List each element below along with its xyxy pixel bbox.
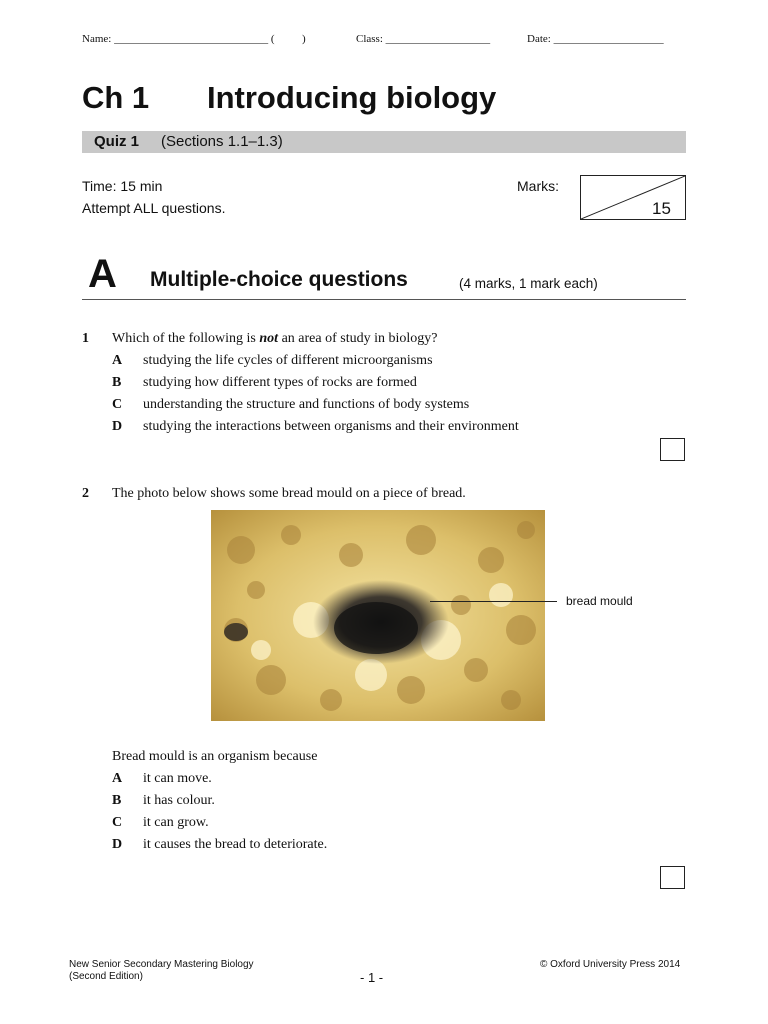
answer-box-q2[interactable] <box>660 866 685 889</box>
question-number: 2 <box>82 486 89 501</box>
marks-total: 15 <box>652 199 671 218</box>
answer-box-q1[interactable] <box>660 438 685 461</box>
option-letter: D <box>112 419 123 434</box>
footer-book-title: New Senior Secondary Mastering Biology <box>69 959 254 970</box>
date-field: Date: ____________________ <box>527 33 664 45</box>
section-note: (4 marks, 1 mark each) <box>459 276 598 291</box>
option-letter: A <box>112 353 123 368</box>
question-stem: Which of the following is not an area of study in biology? <box>112 331 438 346</box>
quiz-label: Quiz 1 <box>94 133 140 150</box>
option-letter: B <box>112 375 122 390</box>
quiz-sections: (Sections 1.1–1.3) <box>161 133 283 150</box>
question-emphasis: not <box>259 331 279 346</box>
marks-label: Marks: <box>517 178 559 194</box>
option-text: understanding the structure and functions of body systems <box>143 397 470 412</box>
footer-edition: (Second Edition) <box>69 971 143 982</box>
option-letter: A <box>112 771 123 786</box>
callout-label: bread mould <box>566 594 633 608</box>
option-letter: C <box>112 397 123 412</box>
option-text: studying the life cycles of different microorganisms <box>143 353 433 368</box>
callout-line <box>430 601 557 602</box>
section-title: Multiple-choice questions <box>150 268 408 291</box>
option-text: it can move. <box>143 771 212 786</box>
option-text: studying how different types of rocks are formed <box>143 375 417 390</box>
question-intro: The photo below shows some bread mould on a piece of bread. <box>112 486 466 501</box>
question-number: 1 <box>82 331 89 346</box>
option-text: studying the interactions between organisms and their environment <box>143 419 519 434</box>
class-field: Class: ___________________ <box>356 33 491 45</box>
question-stem: Bread mould is an organism because <box>112 749 318 764</box>
option-text: it has colour. <box>143 793 215 808</box>
chapter-number: Ch 1 <box>82 80 150 115</box>
option-letter: B <box>112 793 122 808</box>
option-letter: C <box>112 815 123 830</box>
bread-mould-photo <box>211 510 545 721</box>
option-text: it causes the bread to deteriorate. <box>143 837 328 852</box>
option-letter: D <box>112 837 123 852</box>
name-field: Name: ____________________________ ( ) <box>82 33 306 45</box>
instruction: Attempt ALL questions. <box>82 200 226 216</box>
page-number: - 1 - <box>360 970 384 985</box>
page-title: Introducing biology <box>207 80 497 115</box>
section-letter: A <box>88 252 117 296</box>
option-text: it can grow. <box>143 815 209 830</box>
section-divider <box>82 299 686 300</box>
time-limit: Time: 15 min <box>82 178 163 194</box>
footer-copyright: © Oxford University Press 2014 <box>540 959 681 970</box>
